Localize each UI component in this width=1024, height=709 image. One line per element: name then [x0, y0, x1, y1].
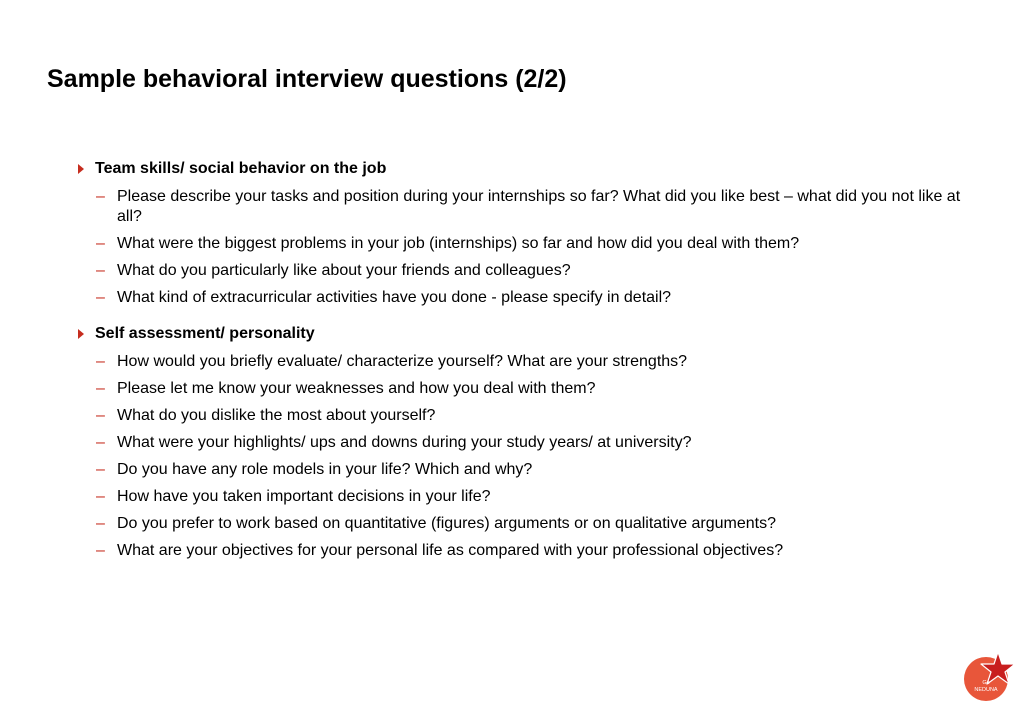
- question-items: [76, 352, 976, 561]
- dash-bullet-icon: –: [96, 289, 105, 306]
- slide-title: Sample behavioral interview questions (2/2): [47, 65, 567, 93]
- list-item: [76, 406, 976, 426]
- list-item: [76, 261, 976, 281]
- dash-bullet-icon: –: [96, 488, 105, 505]
- question-text: What kind of extracurricular activities have you done - please specify in detail?: [117, 289, 672, 306]
- dash-bullet-icon: –: [96, 407, 105, 424]
- list-item: [76, 187, 976, 227]
- dash-bullet-icon: –: [96, 434, 105, 451]
- list-item: [76, 514, 976, 534]
- dash-bullet-icon: –: [96, 515, 105, 532]
- section-heading: [76, 158, 976, 180]
- triangle-bullet-icon: [78, 329, 84, 339]
- question-text: What were your highlights/ ups and downs during your study years/ at university?: [117, 434, 692, 451]
- section-label: Self assessment/ personality: [95, 325, 315, 342]
- dash-bullet-icon: –: [96, 353, 105, 370]
- list-item: [76, 234, 976, 254]
- list-item: [76, 541, 976, 561]
- list-item: [76, 379, 976, 399]
- list-item: [76, 487, 976, 507]
- section-heading: [76, 323, 976, 345]
- question-text: How would you briefly evaluate/ characterize yourself? What are your strengths?: [117, 353, 688, 370]
- dash-bullet-icon: –: [96, 188, 105, 205]
- logo-text-bottom: NEDUNA: [974, 687, 998, 693]
- list-item: [76, 433, 976, 453]
- question-text: What do you particularly like about your friends and colleagues?: [117, 262, 571, 279]
- list-item: [76, 288, 976, 308]
- list-item: [76, 460, 976, 480]
- dash-bullet-icon: –: [96, 380, 105, 397]
- question-text: How have you taken important decisions in your life?: [117, 488, 491, 505]
- dash-bullet-icon: –: [96, 461, 105, 478]
- logo-text-top: Go: [982, 680, 990, 686]
- section-team-skills: [76, 158, 976, 308]
- triangle-bullet-icon: [78, 164, 84, 174]
- dash-bullet-icon: –: [96, 542, 105, 559]
- dash-bullet-icon: –: [96, 235, 105, 252]
- section-label: Team skills/ social behavior on the job: [95, 160, 387, 177]
- star-logo-icon: [962, 650, 1018, 704]
- question-text: Please describe your tasks and position during your internships so far? What did you like best – what did you not like at all?: [117, 188, 961, 225]
- section-self-assessment: [76, 323, 976, 561]
- dash-bullet-icon: –: [96, 262, 105, 279]
- question-text: Do you prefer to work based on quantitative (figures) arguments or on qualitative arguments?: [117, 515, 777, 532]
- question-list: [76, 158, 976, 568]
- question-text: What are your objectives for your personal life as compared with your professional objectives?: [117, 542, 784, 559]
- question-text: Please let me know your weaknesses and how you deal with them?: [117, 380, 596, 397]
- question-text: Do you have any role models in your life? Which and why?: [117, 461, 533, 478]
- question-text: What were the biggest problems in your job (internships) so far and how did you deal with them?: [117, 235, 800, 252]
- list-item: [76, 352, 976, 372]
- question-items: [76, 187, 976, 308]
- question-text: What do you dislike the most about yourself?: [117, 407, 436, 424]
